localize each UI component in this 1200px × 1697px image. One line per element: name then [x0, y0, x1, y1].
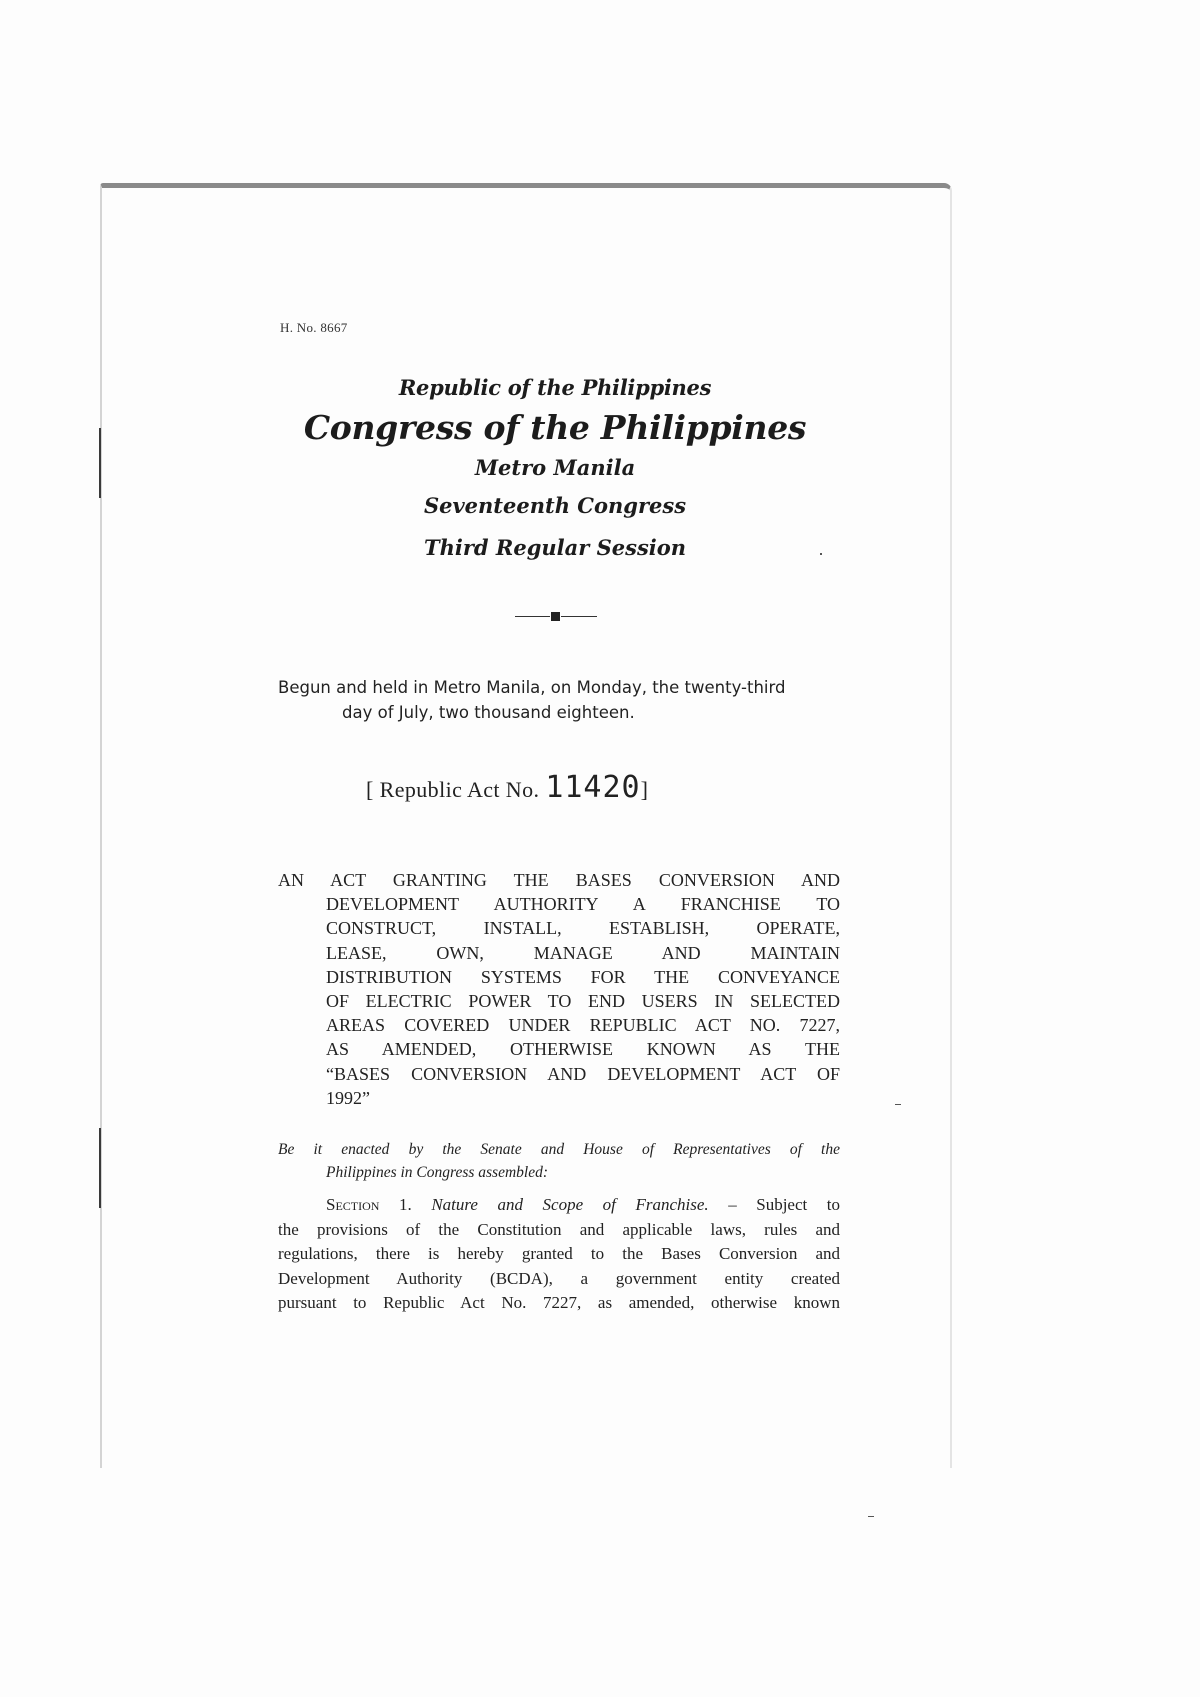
section-1-line: pursuant to Republic Act No. 7227, as amended, otherwise known: [278, 1293, 840, 1312]
begun-statement: [278, 675, 838, 725]
scan-speck: [868, 1516, 874, 1517]
header-session: Third Regular Session: [423, 535, 687, 560]
section-first-line-text: – Subject to: [728, 1195, 841, 1214]
begun-line-2: day of July, two thousand eighteen.: [342, 703, 635, 722]
act-title-line: AS AMENDED, OTHERWISE KNOWN AS THE: [326, 1039, 840, 1060]
divider-ornament: [515, 610, 597, 624]
section-1-line: regulations, there is hereby granted to the Bases Conversion and: [278, 1244, 840, 1263]
section-heading: Nature and Scope of Franchise.: [431, 1195, 709, 1214]
act-title-line: AN ACT GRANTING THE BASES CONVERSION AND: [278, 870, 840, 890]
section-1-first-line: [278, 1193, 840, 1218]
act-title-line: “BASES CONVERSION AND DEVELOPMENT ACT OF: [326, 1063, 840, 1084]
begun-line-1: Begun and held in Metro Manila, on Monday, the twenty-third: [278, 678, 786, 697]
header-location: Metro Manila: [474, 455, 636, 480]
enacting-line-1: Be it enacted by the Senate and House of Representatives of the: [278, 1141, 840, 1158]
section-1-line: Development Authority (BCDA), a government entity created: [278, 1268, 840, 1288]
section-label: Section 1.: [326, 1195, 412, 1214]
header-congress: Congress of the Philippines: [303, 408, 807, 447]
section-1-line: the provisions of the Constitution and applicable laws, rules and: [278, 1219, 840, 1239]
scan-edge-mark: [99, 1128, 101, 1208]
act-title-line: AREAS COVERED UNDER REPUBLIC ACT NO. 7227,: [326, 1015, 840, 1036]
act-title-line: OF ELECTRIC POWER TO END USERS IN SELECTED: [326, 991, 840, 1012]
section-1: [278, 1193, 840, 1316]
act-title-line: LEASE, OWN, MANAGE AND MAINTAIN: [326, 942, 840, 963]
act-title-line: DEVELOPMENT AUTHORITY A FRANCHISE TO: [326, 894, 840, 915]
republic-act-prefix: [ Republic Act No.: [366, 777, 540, 802]
header-congress-number: Seventeenth Congress: [423, 493, 687, 518]
enacting-line-2: Philippines in Congress assembled:: [326, 1164, 549, 1181]
scan-speck: [895, 1104, 901, 1105]
republic-act-title: [366, 770, 648, 805]
act-title: [278, 868, 840, 1110]
republic-act-suffix: ]: [640, 777, 649, 802]
house-number: H. No. 8667: [280, 320, 348, 335]
act-title-line: DISTRIBUTION SYSTEMS FOR THE CONVEYANCE: [326, 966, 840, 987]
act-title-line: 1992”: [326, 1087, 370, 1108]
act-title-line: CONSTRUCT, INSTALL, ESTABLISH, OPERATE,: [326, 918, 840, 939]
header-republic: Republic of the Philippines: [398, 375, 712, 400]
enacting-clause: [278, 1138, 840, 1184]
republic-act-number: 11420: [545, 770, 641, 805]
